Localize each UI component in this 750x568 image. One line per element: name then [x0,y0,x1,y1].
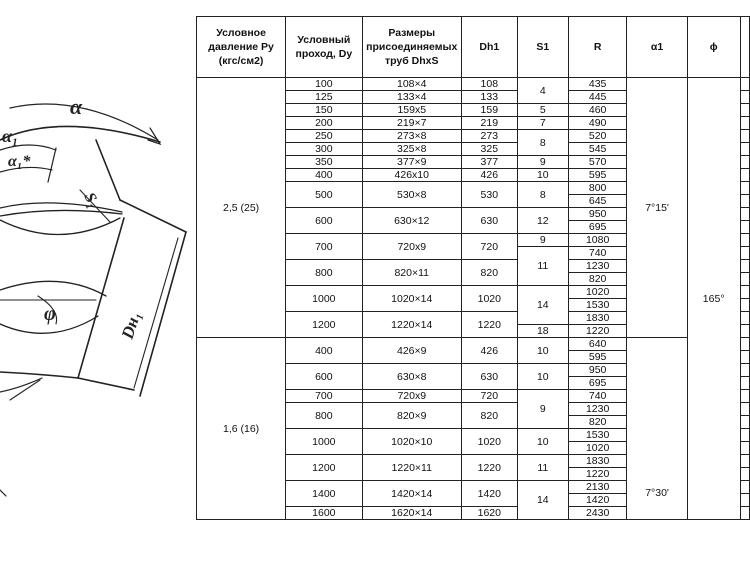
dy-cell: 125 [286,91,362,104]
pipe-cell: 820×11 [362,260,461,286]
dy-cell: 1000 [286,429,362,455]
dy-cell: 800 [286,403,362,429]
s1-cell: 18 [517,325,568,338]
extra-cell [740,156,749,169]
pipe-cell: 1220×11 [362,455,461,481]
extra-cell [740,117,749,130]
r-cell: 695 [568,377,626,390]
r-cell: 1080 [568,234,626,247]
extra-cell [740,104,749,117]
r-cell: 1220 [568,468,626,481]
pipe-cell: 426×9 [362,338,461,364]
header-a1: α1 [627,17,687,78]
r-cell: 740 [568,390,626,403]
dh1-cell: 1220 [461,312,517,338]
dy-cell: 350 [286,156,362,169]
dh1-cell: 720 [461,390,517,403]
s1-cell: 11 [517,455,568,481]
dy-cell: 1400 [286,481,362,507]
extra-cell [740,403,749,416]
header-s1: S1 [517,17,568,78]
s1-cell: 10 [517,364,568,390]
r-cell: 1230 [568,403,626,416]
alpha1-star-label: α₁* [8,153,31,170]
r-cell: 1420 [568,494,626,507]
header-dh1: Dh1 [461,17,517,78]
extra-cell [740,338,749,351]
pipe-cell: 630×8 [362,364,461,390]
dy-cell: 600 [286,208,362,234]
dh1-cell: 325 [461,143,517,156]
dy-cell: 1200 [286,312,362,338]
r-cell: 950 [568,364,626,377]
bend-sketch [0,0,196,568]
dh1-cell: 820 [461,403,517,429]
pipe-cell: 377×9 [362,156,461,169]
dy-cell: 1200 [286,455,362,481]
header-row [197,17,750,78]
extra-cell [740,78,749,91]
dh1-cell: 1420 [461,481,517,507]
r-cell: 490 [568,117,626,130]
dy-cell: 400 [286,338,362,364]
a1-cell: 7°30' [627,338,687,520]
dh1-cell: 1220 [461,455,517,481]
extra-cell [740,91,749,104]
a1-cell: 7°15' [627,78,687,338]
dy-cell: 600 [286,364,362,390]
extra-cell [740,273,749,286]
s1-cell: 10 [517,169,568,182]
s1-cell: 8 [517,182,568,208]
r-cell: 1530 [568,299,626,312]
extra-cell [740,221,749,234]
r-cell: 950 [568,208,626,221]
pipe-cell: 108×4 [362,78,461,91]
header-phi: ϕ [687,17,740,78]
extra-cell [740,286,749,299]
r-cell: 640 [568,338,626,351]
r-cell: 1220 [568,325,626,338]
dy-cell: 200 [286,117,362,130]
dh1-cell: 377 [461,156,517,169]
pipe-cell: 426х10 [362,169,461,182]
dy-cell: 300 [286,143,362,156]
extra-cell [740,208,749,221]
dy-cell: 700 [286,390,362,403]
r-cell: 1830 [568,312,626,325]
pipe-cell: 133×4 [362,91,461,104]
r-cell: 695 [568,221,626,234]
r-cell: 1530 [568,429,626,442]
extra-cell [740,234,749,247]
dy-cell: 100 [286,78,362,91]
header-r: R [568,17,626,78]
dh1-cell: 1020 [461,429,517,455]
s1-cell: 9 [517,156,568,169]
dh1-label: Dн₁ [117,309,145,342]
r-cell: 570 [568,156,626,169]
extra-cell [740,260,749,273]
dy-cell: 800 [286,260,362,286]
extra-cell [740,507,749,520]
extra-cell [740,325,749,338]
extra-cell [740,455,749,468]
r-cell: 2430 [568,507,626,520]
alpha-label: α [70,94,83,119]
header-pipe: Размеры присоединяемых труб DhxS [362,17,461,78]
bend-dimensions-table [196,16,750,520]
r-cell: 1830 [568,455,626,468]
dh1-cell: 426 [461,169,517,182]
pipe-cell: 1020×14 [362,286,461,312]
extra-cell [740,468,749,481]
extra-cell [740,390,749,403]
r-cell: 800 [568,182,626,195]
header-dy: Условный проход, Dу [286,17,362,78]
r-cell: 545 [568,143,626,156]
pipe-cell: 1420×14 [362,481,461,507]
phi-label: φ [44,303,56,325]
dy-cell: 1000 [286,286,362,312]
dy-cell: 500 [286,182,362,208]
r-cell: 595 [568,169,626,182]
pipe-cell: 273×8 [362,130,461,143]
dy-cell: 700 [286,234,362,260]
r-cell: 460 [568,104,626,117]
extra-cell [740,299,749,312]
extra-cell [740,143,749,156]
pipe-cell: 1020×10 [362,429,461,455]
extra-cell [740,416,749,429]
dy-cell: 150 [286,104,362,117]
extra-cell [740,442,749,455]
pipe-cell: 1620×14 [362,507,461,520]
extra-cell [740,429,749,442]
r-cell: 1230 [568,260,626,273]
extra-cell [740,130,749,143]
s1-cell: 14 [517,481,568,520]
pipe-cell: 325×8 [362,143,461,156]
s1-cell: 12 [517,208,568,234]
s1-cell: 14 [517,286,568,325]
extra-cell [740,247,749,260]
s1-cell: 11 [517,247,568,286]
pipe-cell: 530×8 [362,182,461,208]
alpha1-label: α₁ [2,126,19,146]
extra-cell [740,182,749,195]
dh1-cell: 108 [461,78,517,91]
dh1-cell: 133 [461,91,517,104]
r-cell: 645 [568,195,626,208]
s1-cell: 9 [517,234,568,247]
r-cell: 740 [568,247,626,260]
r-cell: 445 [568,91,626,104]
pipe-cell: 159х5 [362,104,461,117]
s1-cell: 4 [517,78,568,104]
header-extra [740,17,749,78]
s1-cell: 10 [517,338,568,364]
dh1-cell: 720 [461,234,517,260]
table-row [197,338,750,351]
s1-cell: 10 [517,429,568,455]
extra-cell [740,364,749,377]
pressure-cell: 2,5 (25) [197,78,286,338]
extra-cell [740,195,749,208]
pipe-cell: 630×12 [362,208,461,234]
dy-cell: 1600 [286,507,362,520]
r-cell: 2130 [568,481,626,494]
extra-cell [740,377,749,390]
r-cell: 820 [568,273,626,286]
dh1-cell: 1620 [461,507,517,520]
dh1-cell: 159 [461,104,517,117]
pipe-cell: 219×7 [362,117,461,130]
s1-cell: 9 [517,390,568,429]
dh1-cell: 273 [461,130,517,143]
table-row [197,78,750,91]
dy-cell: 400 [286,169,362,182]
dh1-cell: 426 [461,338,517,364]
header-pressure: Условное давление Ру (кгс/см2) [197,17,286,78]
pipe-cell: 1220×14 [362,312,461,338]
extra-cell [740,169,749,182]
dh1-cell: 820 [461,260,517,286]
pipe-cell: 720х9 [362,234,461,260]
s1-cell: 5 [517,104,568,117]
dy-cell: 250 [286,130,362,143]
phi-cell: 165° [687,78,740,520]
dh1-cell: 219 [461,117,517,130]
extra-cell [740,494,749,507]
r-cell: 595 [568,351,626,364]
dh1-cell: 530 [461,182,517,208]
extra-cell [740,481,749,494]
dh1-cell: 630 [461,364,517,390]
dh1-cell: 630 [461,208,517,234]
dh1-cell: 1020 [461,286,517,312]
r-cell: 820 [568,416,626,429]
extra-cell [740,312,749,325]
r-cell: 1020 [568,442,626,455]
s1-cell: 7 [517,117,568,130]
r-cell: 1020 [568,286,626,299]
r-cell: 520 [568,130,626,143]
pressure-cell: 1,6 (16) [197,338,286,520]
s1-cell: 8 [517,130,568,156]
s1-label: S₁ [80,189,103,211]
r-cell: 435 [568,78,626,91]
extra-cell [740,351,749,364]
pipe-cell: 820×9 [362,403,461,429]
pipe-cell: 720х9 [362,390,461,403]
